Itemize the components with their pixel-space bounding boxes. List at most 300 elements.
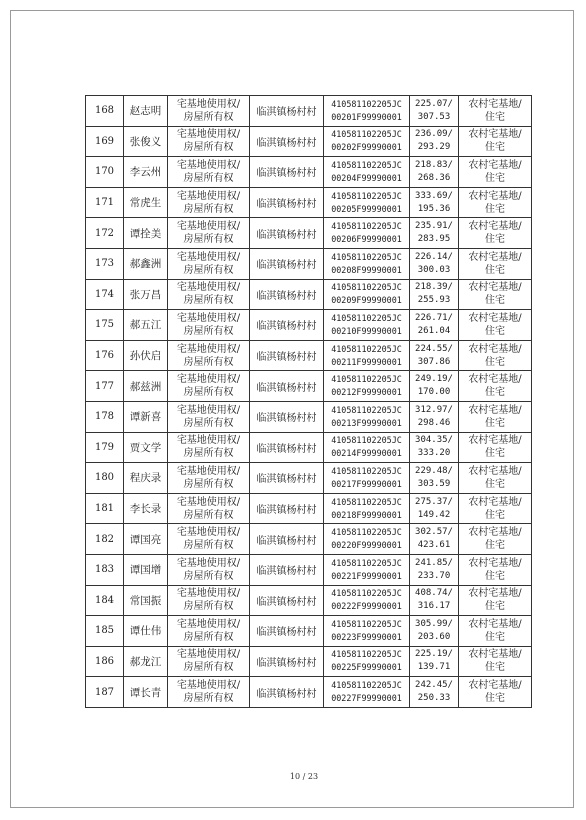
area-line: 170.00	[417, 387, 451, 398]
area-cell	[410, 218, 459, 249]
right-type-line: 宅基地使用权/	[176, 251, 241, 263]
right-type-line: 宅基地使用权/	[176, 221, 241, 233]
right-type-line: 宅基地使用权/	[176, 527, 241, 539]
owner-name-cell: 李长录	[124, 493, 168, 524]
parcel-code-line: 410581102205JC	[331, 527, 402, 538]
parcel-code-line: 00227F99990001	[331, 693, 402, 704]
parcel-code-line: 410581102205JC	[331, 465, 402, 476]
area-cell	[410, 524, 459, 555]
land-use-line: 住宅	[485, 356, 505, 368]
land-use-cell	[459, 340, 532, 371]
area-line: 139.71	[417, 662, 451, 673]
parcel-code-line: 00202F99990001	[331, 142, 402, 153]
land-use-line: 住宅	[485, 142, 505, 154]
area-line: 241.85/	[415, 557, 453, 568]
area-line: 293.29	[417, 142, 451, 153]
land-use-line: 住宅	[485, 234, 505, 246]
area-line: 255.93	[417, 295, 451, 306]
parcel-code-line: 410581102205JC	[331, 343, 402, 354]
location-cell: 临淇镇杨村村	[250, 310, 324, 341]
land-use-cell	[459, 371, 532, 402]
parcel-code-cell	[324, 493, 410, 524]
area-cell	[410, 248, 459, 279]
location-cell: 临淇镇杨村村	[250, 554, 324, 585]
parcel-code-line: 410581102205JC	[331, 649, 402, 660]
parcel-code-line: 410581102205JC	[331, 159, 402, 170]
area-line: 312.97/	[415, 404, 453, 415]
area-line: 305.99/	[415, 618, 453, 629]
row-number-cell: 171	[86, 187, 124, 218]
page-number: 10 / 23	[289, 772, 319, 781]
parcel-code-line: 410581102205JC	[331, 282, 402, 293]
right-type-line: 房屋所有权	[183, 693, 234, 705]
right-type-line: 房屋所有权	[183, 356, 234, 368]
owner-name-cell: 谭长青	[124, 677, 168, 708]
location-cell: 临淇镇杨村村	[250, 96, 324, 127]
parcel-code-cell	[324, 340, 410, 371]
parcel-code-line: 00205F99990001	[331, 203, 402, 214]
row-number-cell: 182	[86, 524, 124, 555]
right-type-line: 房屋所有权	[183, 601, 234, 613]
right-type-line: 宅基地使用权/	[176, 680, 241, 692]
area-line: 304.35/	[415, 435, 453, 446]
right-type-line: 房屋所有权	[183, 111, 234, 123]
row-number-cell: 183	[86, 554, 124, 585]
owner-name-cell: 谭国亮	[124, 524, 168, 555]
location-cell: 临淇镇杨村村	[250, 248, 324, 279]
parcel-code-line: 00218F99990001	[331, 509, 402, 520]
land-use-line: 农村宅基地/	[468, 221, 522, 233]
table-row	[86, 432, 532, 463]
land-use-cell	[459, 96, 532, 127]
right-type-cell	[168, 310, 250, 341]
row-number-cell: 178	[86, 401, 124, 432]
land-use-line: 住宅	[485, 417, 505, 429]
row-number-cell: 186	[86, 646, 124, 677]
owner-name-cell: 赵志明	[124, 96, 168, 127]
owner-name-cell: 李云州	[124, 157, 168, 188]
area-line: 261.04	[417, 325, 451, 336]
parcel-code-line: 410581102205JC	[331, 374, 402, 385]
table-row	[86, 646, 532, 677]
table-row	[86, 340, 532, 371]
parcel-code-line: 00221F99990001	[331, 570, 402, 581]
area-line: 233.70	[417, 570, 451, 581]
parcel-code-line: 410581102205JC	[331, 404, 402, 415]
right-type-line: 房屋所有权	[183, 540, 234, 552]
parcel-code-cell	[324, 554, 410, 585]
right-type-line: 宅基地使用权/	[176, 190, 241, 202]
right-type-line: 房屋所有权	[183, 417, 234, 429]
land-use-line: 住宅	[485, 693, 505, 705]
owner-name-cell: 常虎生	[124, 187, 168, 218]
table-row	[86, 554, 532, 585]
land-use-line: 住宅	[485, 295, 505, 307]
land-use-line: 农村宅基地/	[468, 251, 522, 263]
right-type-line: 房屋所有权	[183, 478, 234, 490]
land-use-cell	[459, 218, 532, 249]
land-use-line: 农村宅基地/	[468, 404, 522, 416]
area-line: 307.53	[417, 111, 451, 122]
right-type-cell	[168, 585, 250, 616]
owner-name-cell: 郝龙江	[124, 646, 168, 677]
land-use-line: 农村宅基地/	[468, 190, 522, 202]
row-number-cell: 177	[86, 371, 124, 402]
area-line: 225.19/	[415, 649, 453, 660]
owner-name-cell: 张俊义	[124, 126, 168, 157]
land-use-line: 住宅	[485, 631, 505, 643]
table-row	[86, 96, 532, 127]
land-use-line: 住宅	[485, 601, 505, 613]
location-cell: 临淇镇杨村村	[250, 126, 324, 157]
land-use-cell	[459, 157, 532, 188]
owner-name-cell: 郝兹洲	[124, 371, 168, 402]
area-line: 275.37/	[415, 496, 453, 507]
right-type-line: 宅基地使用权/	[176, 435, 241, 447]
land-use-cell	[459, 187, 532, 218]
location-cell: 临淇镇杨村村	[250, 616, 324, 647]
row-number-cell: 181	[86, 493, 124, 524]
land-use-line: 住宅	[485, 172, 505, 184]
table-row	[86, 187, 532, 218]
area-line: 229.48/	[415, 465, 453, 476]
land-use-line: 农村宅基地/	[468, 129, 522, 141]
area-line: 298.46	[417, 417, 451, 428]
right-type-line: 宅基地使用权/	[176, 404, 241, 416]
row-number-cell: 184	[86, 585, 124, 616]
parcel-code-line: 00220F99990001	[331, 540, 402, 551]
right-type-cell	[168, 157, 250, 188]
parcel-code-line: 00209F99990001	[331, 295, 402, 306]
parcel-code-line: 410581102205JC	[331, 435, 402, 446]
right-type-cell	[168, 279, 250, 310]
area-line: 302.57/	[415, 527, 453, 538]
right-type-line: 房屋所有权	[183, 142, 234, 154]
owner-name-cell: 谭拴美	[124, 218, 168, 249]
right-type-line: 房屋所有权	[183, 264, 234, 276]
land-use-line: 住宅	[485, 387, 505, 399]
land-use-line: 农村宅基地/	[468, 312, 522, 324]
owner-name-cell: 谭仕伟	[124, 616, 168, 647]
area-cell	[410, 310, 459, 341]
land-use-cell	[459, 493, 532, 524]
right-type-cell	[168, 677, 250, 708]
land-use-line: 农村宅基地/	[468, 496, 522, 508]
parcel-code-line: 00201F99990001	[331, 111, 402, 122]
location-cell: 临淇镇杨村村	[250, 585, 324, 616]
table-row	[86, 371, 532, 402]
parcel-code-cell	[324, 157, 410, 188]
area-line: 226.14/	[415, 251, 453, 262]
table-row	[86, 493, 532, 524]
area-line: 225.07/	[415, 98, 453, 109]
area-line: 226.71/	[415, 312, 453, 323]
table-row	[86, 616, 532, 647]
row-number-cell: 174	[86, 279, 124, 310]
area-cell	[410, 279, 459, 310]
parcel-code-cell	[324, 585, 410, 616]
parcel-code-line: 00217F99990001	[331, 478, 402, 489]
land-use-line: 农村宅基地/	[468, 618, 522, 630]
table-row	[86, 126, 532, 157]
area-line: 316.17	[417, 601, 451, 612]
owner-name-cell: 常国振	[124, 585, 168, 616]
land-use-cell	[459, 432, 532, 463]
area-cell	[410, 554, 459, 585]
area-line: 333.69/	[415, 190, 453, 201]
owner-name-cell: 郝五江	[124, 310, 168, 341]
right-type-line: 房屋所有权	[183, 203, 234, 215]
land-use-line: 住宅	[485, 203, 505, 215]
land-use-line: 农村宅基地/	[468, 282, 522, 294]
land-use-cell	[459, 616, 532, 647]
right-type-cell	[168, 432, 250, 463]
land-use-cell	[459, 126, 532, 157]
land-use-cell	[459, 585, 532, 616]
row-number-cell: 179	[86, 432, 124, 463]
land-use-cell	[459, 401, 532, 432]
land-use-cell	[459, 524, 532, 555]
right-type-line: 宅基地使用权/	[176, 343, 241, 355]
location-cell: 临淇镇杨村村	[250, 340, 324, 371]
parcel-code-cell	[324, 310, 410, 341]
right-type-cell	[168, 524, 250, 555]
parcel-code-cell	[324, 646, 410, 677]
table-row	[86, 585, 532, 616]
right-type-line: 房屋所有权	[183, 662, 234, 674]
right-type-line: 宅基地使用权/	[176, 618, 241, 630]
parcel-code-line: 410581102205JC	[331, 588, 402, 599]
land-use-line: 住宅	[485, 264, 505, 276]
right-type-line: 房屋所有权	[183, 509, 234, 521]
location-cell: 临淇镇杨村村	[250, 432, 324, 463]
location-cell: 临淇镇杨村村	[250, 187, 324, 218]
right-type-line: 房屋所有权	[183, 234, 234, 246]
area-cell	[410, 371, 459, 402]
land-use-cell	[459, 279, 532, 310]
row-number-cell: 172	[86, 218, 124, 249]
right-type-line: 宅基地使用权/	[176, 649, 241, 661]
right-type-line: 宅基地使用权/	[176, 588, 241, 600]
location-cell: 临淇镇杨村村	[250, 524, 324, 555]
parcel-code-line: 00211F99990001	[331, 356, 402, 367]
parcel-code-line: 410581102205JC	[331, 129, 402, 140]
row-number-cell: 185	[86, 616, 124, 647]
location-cell: 临淇镇杨村村	[250, 463, 324, 494]
land-use-line: 住宅	[485, 325, 505, 337]
area-line: 224.55/	[415, 343, 453, 354]
parcel-code-line: 00225F99990001	[331, 662, 402, 673]
right-type-line: 宅基地使用权/	[176, 557, 241, 569]
land-use-line: 农村宅基地/	[468, 465, 522, 477]
land-use-cell	[459, 646, 532, 677]
right-type-line: 房屋所有权	[183, 570, 234, 582]
area-cell	[410, 677, 459, 708]
area-line: 303.59	[417, 478, 451, 489]
right-type-cell	[168, 340, 250, 371]
row-number-cell: 175	[86, 310, 124, 341]
parcel-code-line: 410581102205JC	[331, 312, 402, 323]
parcel-code-line: 00213F99990001	[331, 417, 402, 428]
parcel-code-cell	[324, 371, 410, 402]
right-type-cell	[168, 218, 250, 249]
land-use-cell	[459, 677, 532, 708]
table-row	[86, 677, 532, 708]
parcel-code-line: 00210F99990001	[331, 325, 402, 336]
area-line: 149.42	[417, 509, 451, 520]
parcel-code-cell	[324, 96, 410, 127]
parcel-code-cell	[324, 401, 410, 432]
right-type-line: 宅基地使用权/	[176, 374, 241, 386]
row-number-cell: 187	[86, 677, 124, 708]
area-line: 249.19/	[415, 374, 453, 385]
parcel-code-line: 410581102205JC	[331, 221, 402, 232]
parcel-code-line: 410581102205JC	[331, 618, 402, 629]
parcel-code-cell	[324, 432, 410, 463]
registration-table	[85, 95, 532, 708]
parcel-code-cell	[324, 524, 410, 555]
right-type-line: 宅基地使用权/	[176, 312, 241, 324]
land-use-line: 农村宅基地/	[468, 588, 522, 600]
right-type-line: 宅基地使用权/	[176, 159, 241, 171]
land-use-line: 住宅	[485, 448, 505, 460]
area-line: 218.83/	[415, 159, 453, 170]
land-use-cell	[459, 554, 532, 585]
area-cell	[410, 432, 459, 463]
owner-name-cell: 张万昌	[124, 279, 168, 310]
owner-name-cell: 孙伏启	[124, 340, 168, 371]
parcel-code-cell	[324, 463, 410, 494]
row-number-cell: 169	[86, 126, 124, 157]
area-line: 333.20	[417, 448, 451, 459]
area-line: 423.61	[417, 540, 451, 551]
area-line: 242.45/	[415, 680, 453, 691]
right-type-line: 房屋所有权	[183, 631, 234, 643]
right-type-line: 房屋所有权	[183, 172, 234, 184]
right-type-cell	[168, 96, 250, 127]
right-type-cell	[168, 248, 250, 279]
land-use-line: 农村宅基地/	[468, 649, 522, 661]
area-cell	[410, 126, 459, 157]
area-cell	[410, 646, 459, 677]
land-use-line: 住宅	[485, 662, 505, 674]
right-type-cell	[168, 401, 250, 432]
table-row	[86, 248, 532, 279]
parcel-code-line: 410581102205JC	[331, 680, 402, 691]
table-row	[86, 463, 532, 494]
row-number-cell: 168	[86, 96, 124, 127]
land-use-line: 农村宅基地/	[468, 159, 522, 171]
parcel-code-cell	[324, 279, 410, 310]
parcel-code-cell	[324, 248, 410, 279]
owner-name-cell: 贾文学	[124, 432, 168, 463]
area-cell	[410, 463, 459, 494]
row-number-cell: 170	[86, 157, 124, 188]
location-cell: 临淇镇杨村村	[250, 157, 324, 188]
parcel-code-line: 00204F99990001	[331, 172, 402, 183]
parcel-code-cell	[324, 616, 410, 647]
owner-name-cell: 程庆录	[124, 463, 168, 494]
parcel-code-cell	[324, 126, 410, 157]
row-number-cell: 180	[86, 463, 124, 494]
table-row	[86, 310, 532, 341]
area-line: 218.39/	[415, 282, 453, 293]
parcel-code-line: 410581102205JC	[331, 251, 402, 262]
parcel-code-cell	[324, 677, 410, 708]
area-line: 235.91/	[415, 221, 453, 232]
owner-name-cell: 谭新喜	[124, 401, 168, 432]
right-type-cell	[168, 126, 250, 157]
area-cell	[410, 493, 459, 524]
area-cell	[410, 157, 459, 188]
table-row	[86, 218, 532, 249]
right-type-cell	[168, 616, 250, 647]
parcel-code-cell	[324, 187, 410, 218]
area-line: 283.95	[417, 234, 451, 245]
location-cell: 临淇镇杨村村	[250, 218, 324, 249]
right-type-line: 宅基地使用权/	[176, 129, 241, 141]
right-type-line: 宅基地使用权/	[176, 465, 241, 477]
area-line: 408.74/	[415, 588, 453, 599]
area-line: 236.09/	[415, 129, 453, 140]
right-type-line: 房屋所有权	[183, 387, 234, 399]
right-type-line: 宅基地使用权/	[176, 282, 241, 294]
land-use-line: 农村宅基地/	[468, 374, 522, 386]
right-type-line: 房屋所有权	[183, 448, 234, 460]
owner-name-cell: 郝鑫洲	[124, 248, 168, 279]
row-number-cell: 173	[86, 248, 124, 279]
land-use-line: 农村宅基地/	[468, 98, 522, 110]
land-use-line: 农村宅基地/	[468, 435, 522, 447]
row-number-cell: 176	[86, 340, 124, 371]
right-type-cell	[168, 187, 250, 218]
location-cell: 临淇镇杨村村	[250, 493, 324, 524]
right-type-cell	[168, 646, 250, 677]
owner-name-cell: 谭国增	[124, 554, 168, 585]
land-use-line: 住宅	[485, 509, 505, 521]
land-use-line: 住宅	[485, 570, 505, 582]
location-cell: 临淇镇杨村村	[250, 401, 324, 432]
land-use-line: 农村宅基地/	[468, 557, 522, 569]
area-cell	[410, 340, 459, 371]
parcel-code-line: 410581102205JC	[331, 98, 402, 109]
right-type-line: 房屋所有权	[183, 325, 234, 337]
location-cell: 临淇镇杨村村	[250, 279, 324, 310]
parcel-code-line: 00222F99990001	[331, 601, 402, 612]
parcel-code-line: 410581102205JC	[331, 496, 402, 507]
area-cell	[410, 585, 459, 616]
right-type-line: 宅基地使用权/	[176, 496, 241, 508]
area-cell	[410, 96, 459, 127]
right-type-line: 宅基地使用权/	[176, 98, 241, 110]
area-line: 307.86	[417, 356, 451, 367]
parcel-code-line: 410581102205JC	[331, 557, 402, 568]
parcel-code-line: 00212F99990001	[331, 387, 402, 398]
location-cell: 临淇镇杨村村	[250, 677, 324, 708]
area-line: 203.60	[417, 631, 451, 642]
right-type-cell	[168, 463, 250, 494]
table-row	[86, 279, 532, 310]
table-row	[86, 401, 532, 432]
document-page	[10, 10, 574, 808]
land-use-line: 住宅	[485, 111, 505, 123]
area-line: 300.03	[417, 264, 451, 275]
land-use-line: 住宅	[485, 478, 505, 490]
area-line: 268.36	[417, 172, 451, 183]
area-cell	[410, 187, 459, 218]
parcel-code-line: 00223F99990001	[331, 631, 402, 642]
location-cell: 临淇镇杨村村	[250, 371, 324, 402]
